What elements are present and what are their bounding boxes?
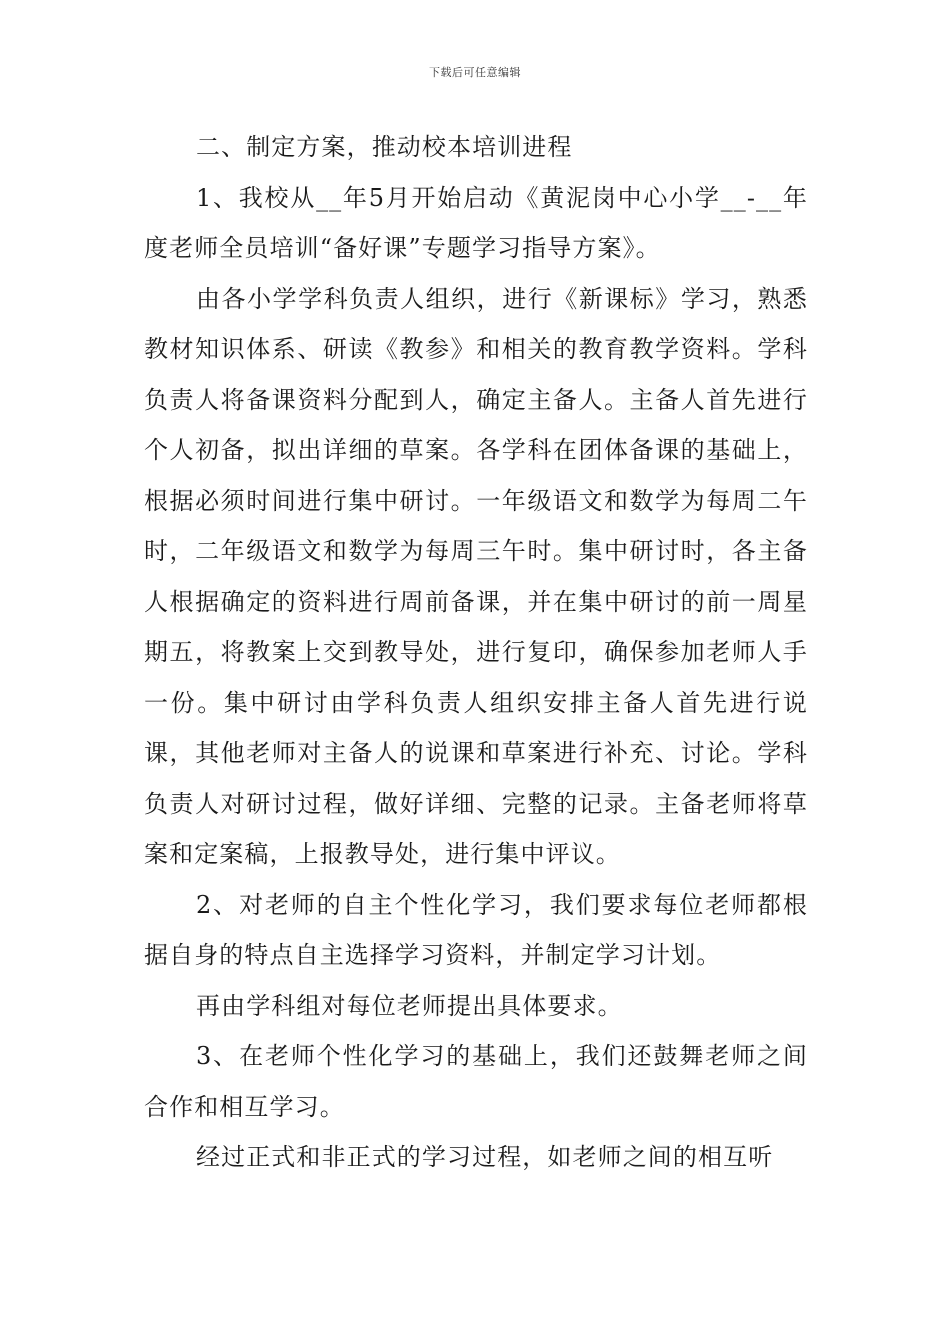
paragraph-6: 经过正式和非正式的学习过程，如老师之间的相互听 bbox=[196, 1143, 774, 1171]
paragraph-4: 再由学科组对每位老师提出具体要求。 bbox=[196, 991, 623, 1020]
page-header: 下载后可任意编辑 bbox=[429, 66, 521, 79]
paragraph-5: 3、在老师个性化学习的基础上，我们还鼓舞老师之间合作和相互学习。 bbox=[144, 1042, 808, 1121]
paragraph-3: 2、对老师的自主个性化学习，我们要求每位老师都根据自身的特点自主选择学习资料，并制定学习计划。 bbox=[144, 890, 808, 969]
section-heading: 二、制定方案，推动校本培训进程 bbox=[196, 133, 573, 161]
document-body bbox=[144, 122, 808, 1183]
paragraph-2: 由各小学学科负责人组织，进行《新课标》学习，熟悉教材知识体系、研读《教参》和相关的教育教学资料。学科负责人将备课资料分配到人，确定主备人。主备人首先进行个人初备，拟出详细的草案。各学科在团体备课的基础上，根据必须时间进行集中研讨。一年级语文和数学为每周二午时，二年级语文和数学为每周三午时。集中研讨时，各主备人根据确定的资料进行周前备课，并在集中研讨的前一周星期五，将教案上交到教导处，进行复印，确保参加老师人手一份。集中研讨由学科负责人组织安排主备人首先进行说课，其他老师对主备人的说课和草案进行补充、讨论。学科负责人对研讨过程，做好详细、完整的记录。主备老师将草案和定案稿，上报教导处，进行集中评议。 bbox=[144, 284, 808, 868]
paragraph-1: 1、我校从__年5月开始启动《黄泥岗中心小学__-__年度老师全员培训“备好课”专题学习指导方案》。 bbox=[144, 183, 808, 262]
